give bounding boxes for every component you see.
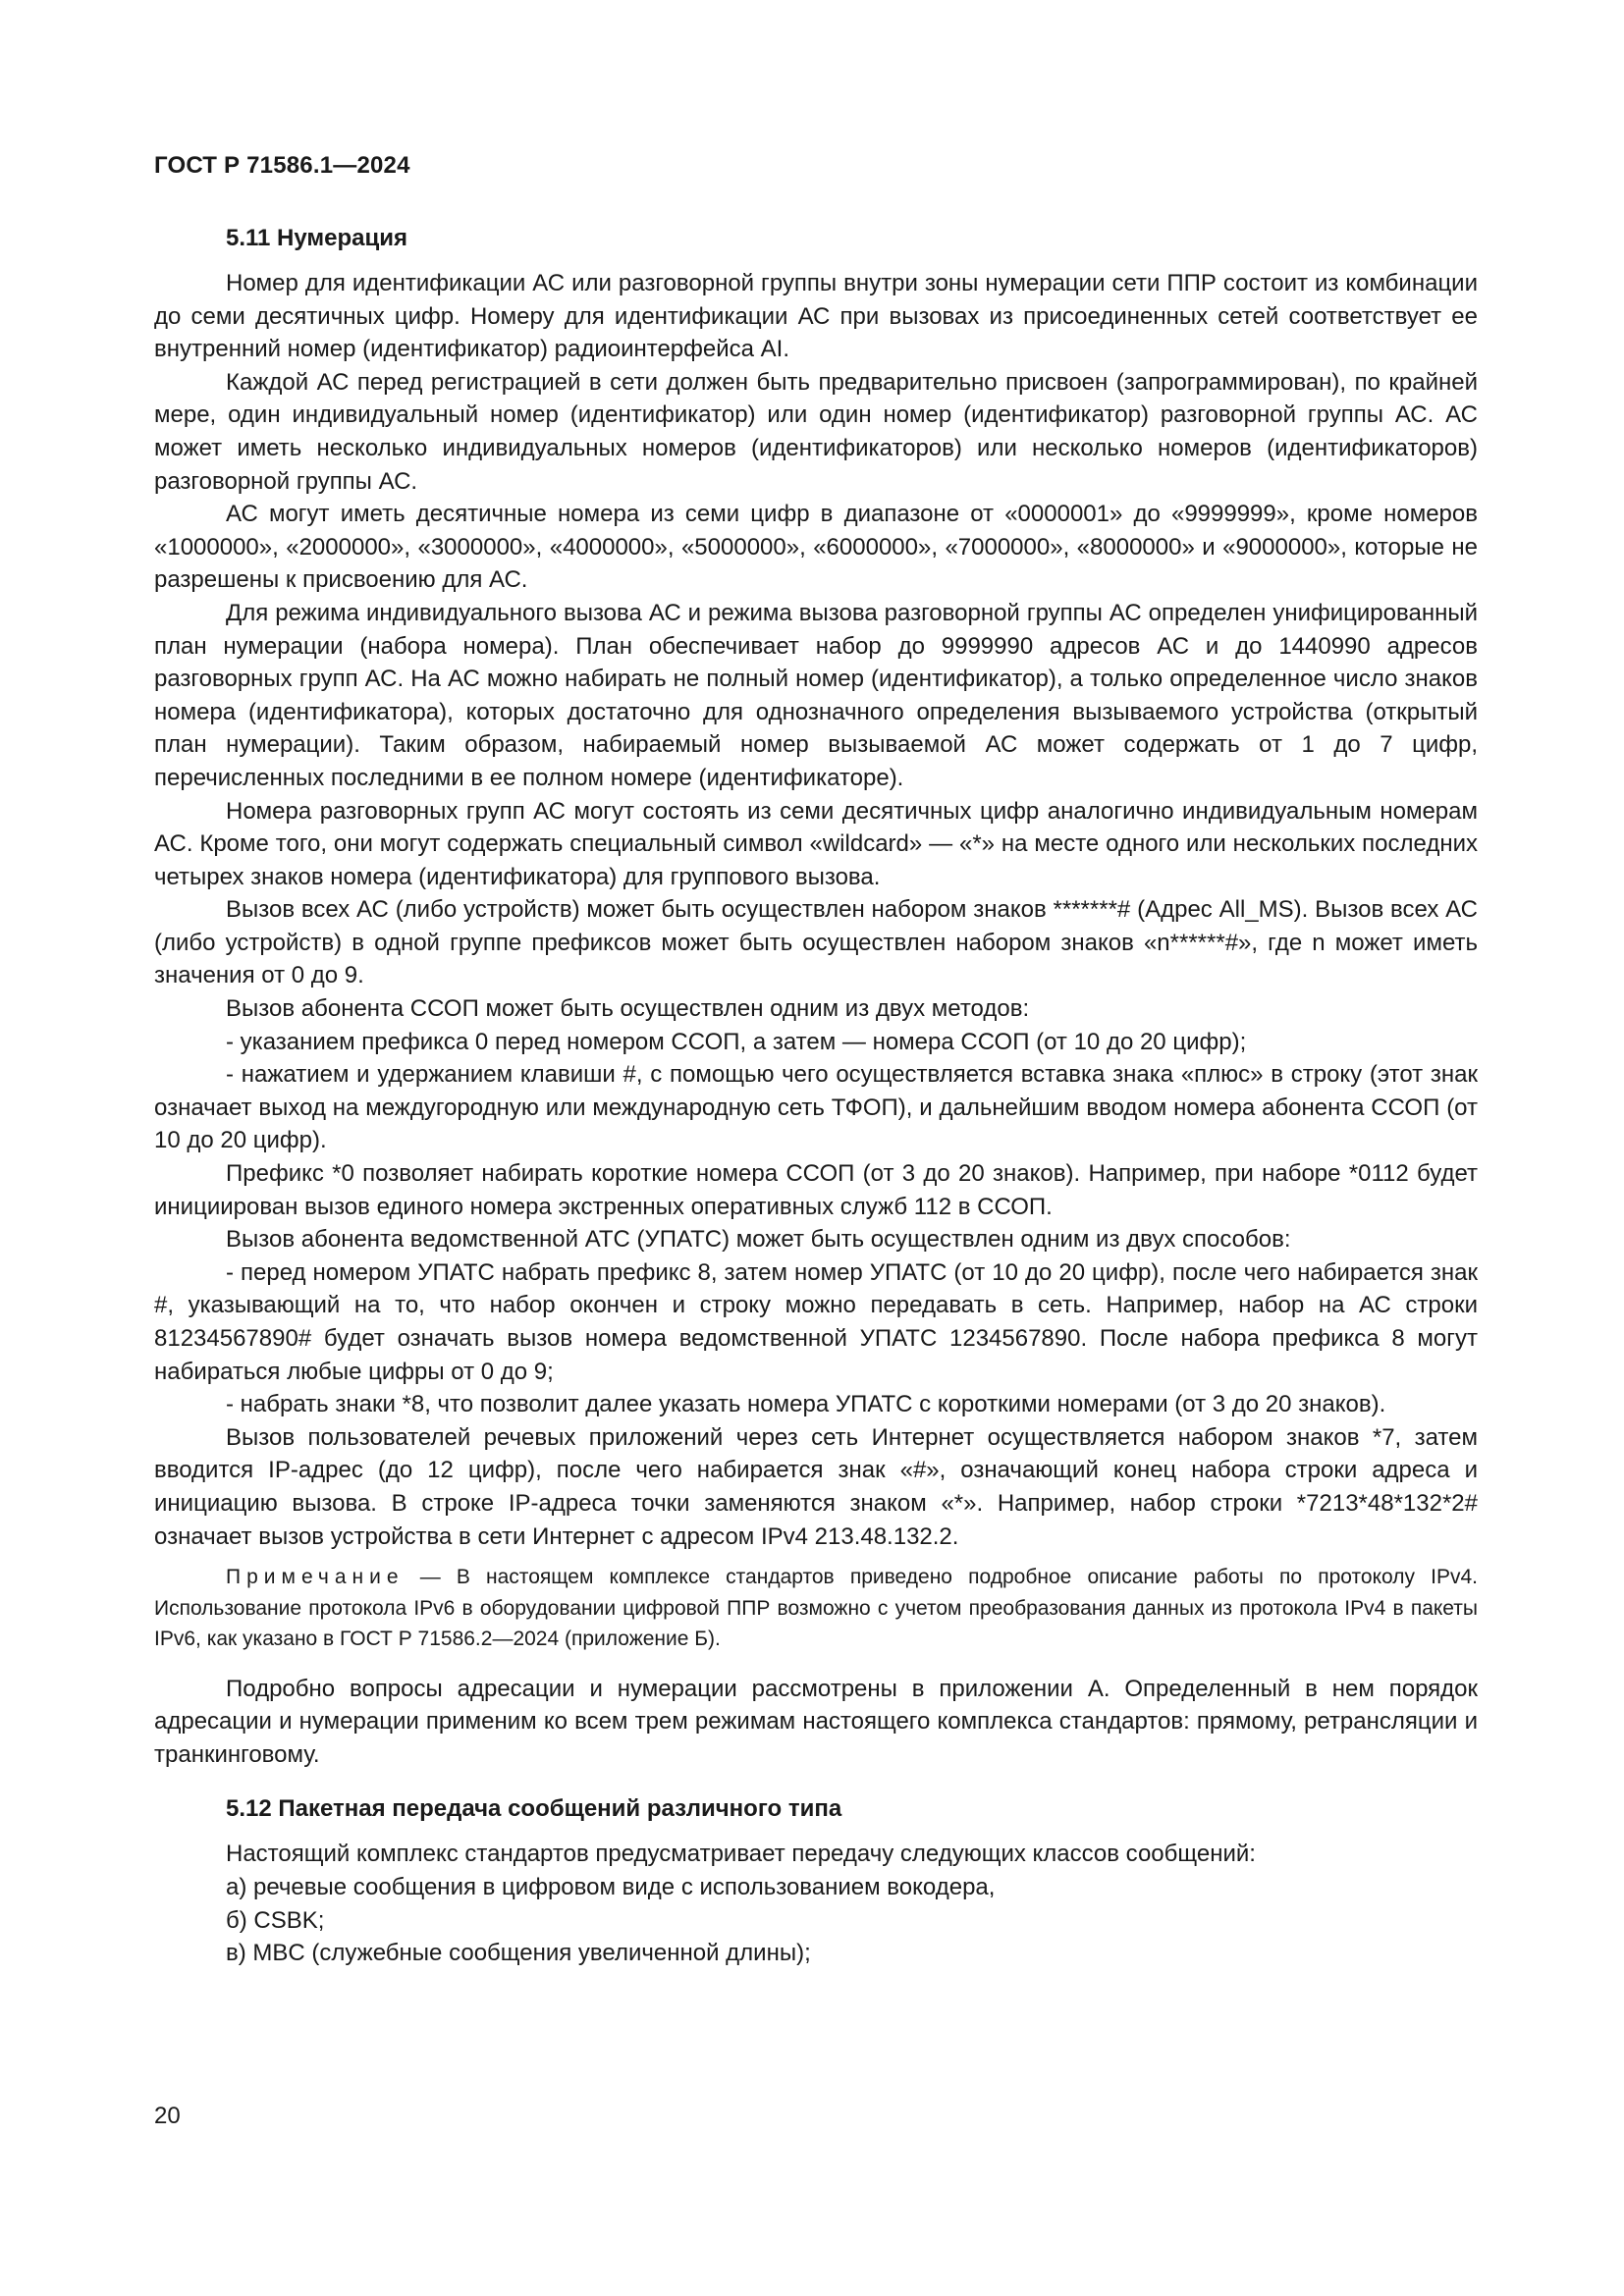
list-item: - нажатием и удержанием клавиши #, с помощью чего осуществляется вставка знака «плюс» в строку (этот знак означает выход на междугородную или международную сеть ТФОП), и дальнейшим вводом номера абонента ССОП (от 10 до 20 цифр). [154, 1061, 1478, 1154]
paragraph: Префикс *0 позволяет набирать короткие номера ССОП (от 3 до 20 знаков). Например, при наборе *0112 будет инициирован вызов единого номера экстренных оперативных служб 112 в ССОП. [154, 1160, 1478, 1220]
list-item: а) речевые сообщения в цифровом виде с использованием вокодера, [226, 1874, 996, 1901]
note-label: Примечание [226, 1566, 405, 1589]
list-item: в) MBC (служебные сообщения увеличенной длины); [226, 1940, 811, 1967]
paragraph: Номер для идентификации АС или разговорной группы внутри зоны нумерации сети ППР состоит из комбинации до семи десятичных цифр. Номеру для идентификации АС при вызовах из присоединенных сетей соответствует ее внутренний номер (идентификатор) радиоинтерфейса AI. [154, 270, 1478, 363]
note-text: — В настоящем комплексе стандартов приведено подробное описание работы по протоколу IPv4. Использование протокола IPv6 в оборудовании цифровой ППР возможно с учетом преобразования данных из протокола IPv4 в пакеты IPv6, как указано в ГОСТ Р 71586.2—2024 (приложение Б). [154, 1566, 1478, 1651]
paragraph: Подробно вопросы адресации и нумерации рассмотрены в приложении А. Определенный в нем порядок адресации и нумерации применим ко всем трем режимам настоящего комплекса стандартов: прямому, ретрансляции и транкинговому. [154, 1675, 1478, 1768]
paragraph: АС могут иметь десятичные номера из семи цифр в диапазоне от «0000001» до «9999999», кроме номеров «1000000», «2000000», «3000000», «4000000», «5000000», «6000000», «7000000», «8000000» и «9000000», которые не разрешены к присвоению для АС. [154, 501, 1478, 594]
page-content [154, 222, 1478, 1970]
paragraph: Настоящий комплекс стандартов предусматривает передачу следующих классов сообщений: [226, 1841, 1256, 1868]
section-title-5-11: 5.11 Нумерация [226, 225, 408, 251]
page-number: 20 [154, 2103, 181, 2129]
section-title-5-12: 5.12 Пакетная передача сообщений различного типа [226, 1795, 842, 1823]
paragraph: Номера разговорных групп АС могут состоять из семи десятичных цифр аналогично индивидуальным номерам АС. Кроме того, они могут содержать специальный символ «wildcard» — «*» на месте одного или нескольких последних четырех знаков номера (идентификатора) для группового вызова. [154, 797, 1478, 890]
list-item: - набрать знаки *8, что позволит далее указать номера УПАТС с короткими номерами (от 3 до 20 знаков). [226, 1391, 1386, 1418]
note [154, 1562, 1478, 1655]
paragraph: Вызов абонента ведомственной АТС (УПАТС) может быть осуществлен одним из двух способов: [226, 1226, 1291, 1254]
list-item: б) CSBK; [226, 1906, 325, 1934]
paragraph: Каждой АС перед регистрацией в сети должен быть предварительно присвоен (запрограммирован), по крайней мере, один индивидуальный номер (идентификатор) или один номер (идентификатор) разговорной группы АС. АС может иметь несколько индивидуальных номеров (идентификаторов) или несколько номеров (идентификаторов) разговорной группы АС. [154, 368, 1478, 495]
paragraph: Для режима индивидуального вызова АС и режима вызова разговорной группы АС определен унифицированный план нумерации (набора номера). План обеспечивает набор до 9999990 адресов АС и до 1440990 адресов разговорных групп АС. На АС можно набирать не полный номер (идентификатор), а только определенное число знаков номера (идентификатора), которых достаточно для однозначного определения вызываемого устройства (открытый план нумерации). Таким образом, набираемый номер вызываемой АС может содержать от 1 до 7 цифр, перечисленных последними в ее полном номере (идентификаторе). [154, 599, 1478, 791]
list-item: - перед номером УПАТС набрать префикс 8, затем номер УПАТС (от 10 до 20 цифр), после чего набирается знак #, указывающий на то, что набор окончен и строку можно передавать в сеть. Например, набор на АС строки 81234567890# будет означать вызов номера ведомственной УПАТС 1234567890. После набора префикса 8 могут набираться любые цифры от 0 до 9; [154, 1258, 1478, 1385]
paragraph: Вызов всех АС (либо устройств) может быть осуществлен набором знаков *******# (Адрес All_MS). Вызов всех АС (либо устройств) в одной группе префиксов может быть осуществлен набором знаков «n******#», где n может иметь значения от 0 до 9. [154, 896, 1478, 989]
list-item: - указанием префикса 0 перед номером ССОП, а затем — номера ССОП (от 10 до 20 цифр); [226, 1028, 1247, 1055]
paragraph: Вызов пользователей речевых приложений через сеть Интернет осуществляется набором знаков *7, затем вводится IP-адрес (до 12 цифр), после чего набирается знак «#», означающий конец набора строки адреса и инициацию вызова. В строке IP-адреса точки заменяются знаком «*». Например, набор строки *7213*48*132*2# означает вызов устройства в сети Интернет с адресом IPv4 213.48.132.2. [154, 1423, 1478, 1550]
standard-header: ГОСТ Р 71586.1—2024 [154, 152, 410, 179]
paragraph: Вызов абонента ССОП может быть осуществлен одним из двух методов: [226, 995, 1030, 1023]
